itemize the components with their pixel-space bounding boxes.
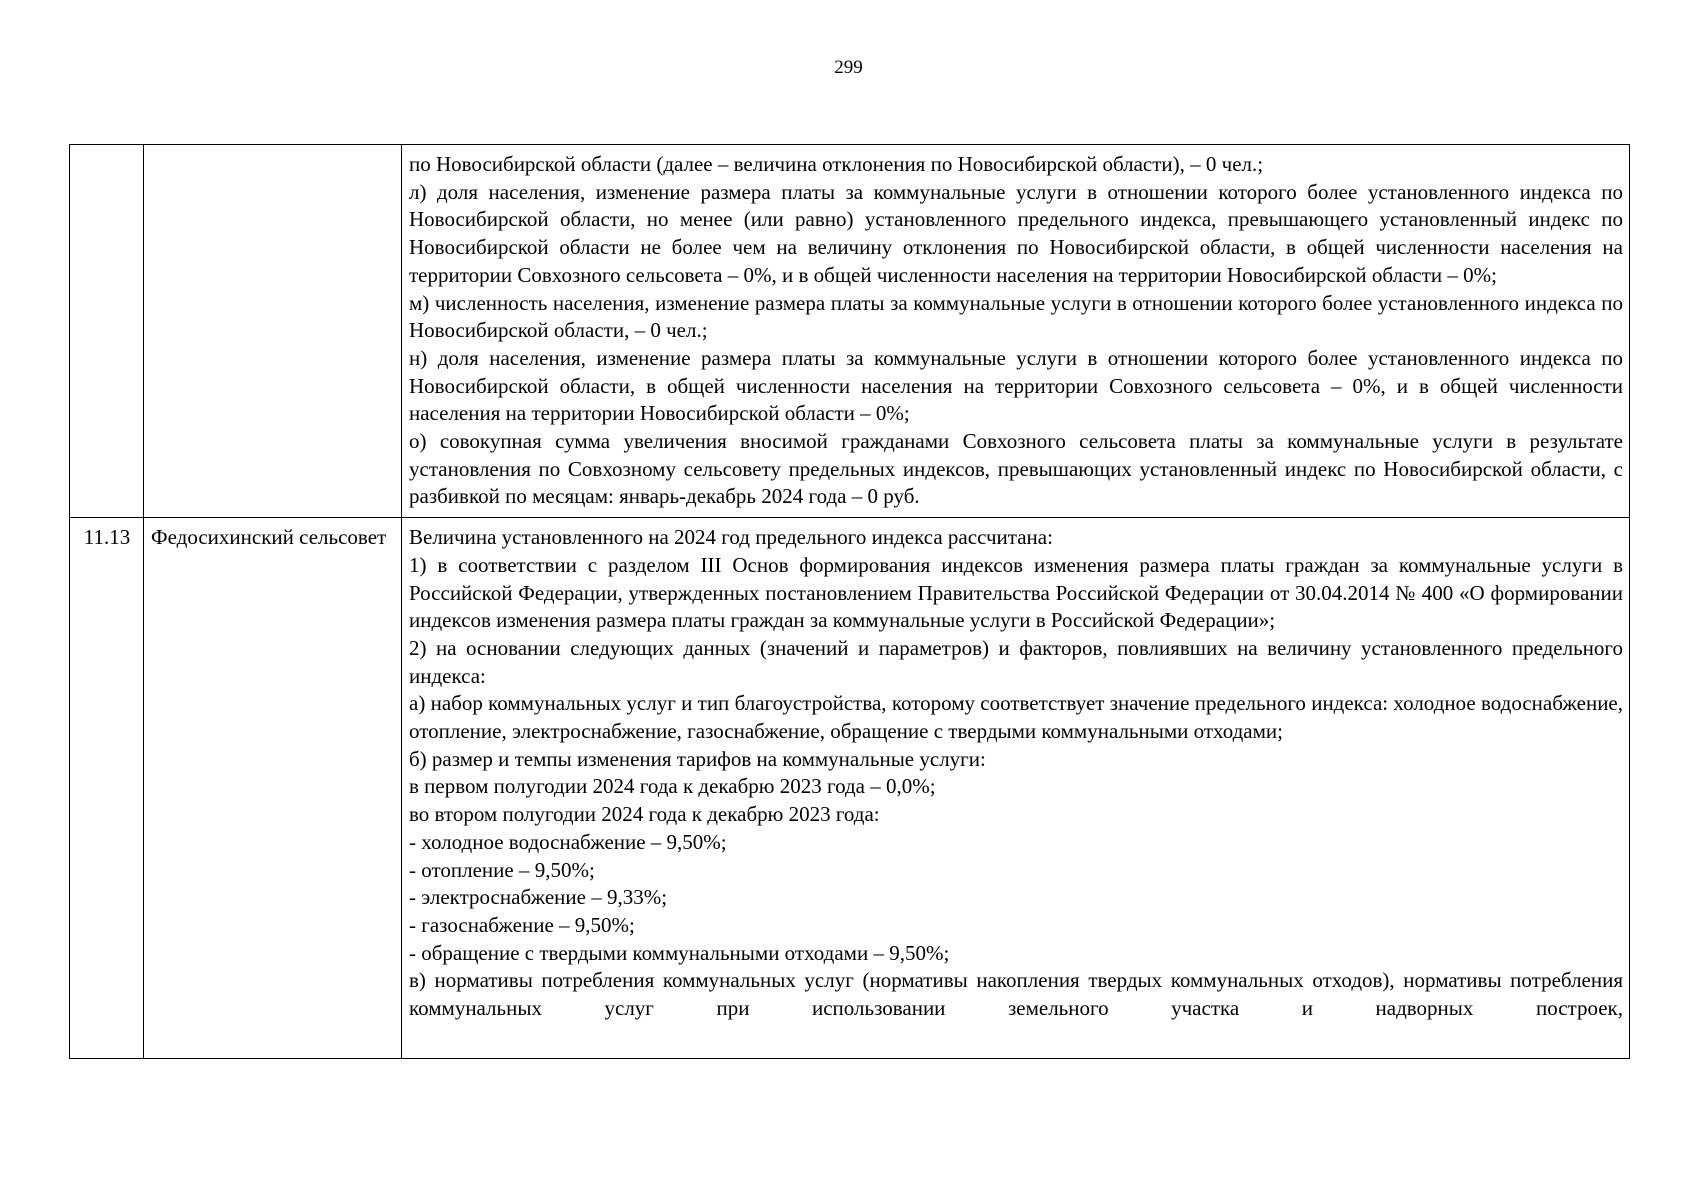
paragraph: л) доля населения, изменение размера платы за коммунальные услуги в отношении которого более установленного индекса по Новосибирской области, но менее (или равно) установленного предельного индекса, превышающего установленный индекс по Новосибирской области не более чем на величину отклонения по Новосибирской области, в общей численности населения на территории Совхозного сельсовета – 0%, и в общей численности населения на территории Новосибирской области – 0%; <box>409 179 1623 287</box>
paragraph: в первом полугодии 2024 года к декабрю 2023 года – 0,0%; <box>409 774 936 799</box>
table-row <box>70 518 1630 1059</box>
row-text <box>402 518 1630 1059</box>
paragraph: - холодное водоснабжение – 9,50%; <box>409 829 727 854</box>
paragraph: - электроснабжение – 9,33%; <box>409 885 668 910</box>
document-table <box>69 144 1630 1059</box>
row-text <box>402 145 1630 518</box>
paragraph: - газоснабжение – 9,50%; <box>409 912 635 937</box>
paragraph: по Новосибирской области (далее – величина отклонения по Новосибирской области), – 0 чел.; <box>409 152 1264 176</box>
paragraph: б) размер и темпы изменения тарифов на коммунальные услуги: <box>409 746 986 771</box>
paragraph: в) нормативы потребления коммунальных услуг (нормативы накопления твердых коммунальных отходов), нормативы потребления коммунальных услуг при использовании земельного участка и надворных построек, <box>409 968 1623 1021</box>
page-number: 299 <box>834 57 863 78</box>
paragraph: 2) на основании следующих данных (значений и параметров) и факторов, повлиявших на величину установленного предельного индекса: <box>409 635 1623 688</box>
row-name <box>144 145 402 518</box>
paragraph: во втором полугодии 2024 года к декабрю 2023 года: <box>409 802 880 827</box>
row-number <box>70 145 144 518</box>
paragraph: - обращение с твердыми коммунальными отходами – 9,50%; <box>409 940 950 965</box>
paragraph: - отопление – 9,50%; <box>409 857 595 882</box>
paragraph: Величина установленного на 2024 год предельного индекса рассчитана: <box>409 525 1053 550</box>
paragraph: а) набор коммунальных услуг и тип благоустройства, которому соответствует значение предельного индекса: холодное водоснабжение, отопление, электроснабжение, газоснабжение, обращение с твердыми коммунальными отходами; <box>409 691 1623 744</box>
paragraph: м) численность населения, изменение размера платы за коммунальные услуги в отношении которого более установленного индекса по Новосибирской области, – 0 чел.; <box>409 290 1623 343</box>
paragraph: 1) в соответствии с разделом III Основ формирования индексов изменения размера платы граждан за коммунальные услуги в Российской Федерации, утвержденных постановлением Правительства Российской Федерации от 30.04.2014 № 400 «О формировании индексов изменения размера платы граждан за коммунальные услуги в Российской Федерации»; <box>409 552 1623 633</box>
paragraph: н) доля населения, изменение размера платы за коммунальные услуги в отношении которого более установленного индекса по Новосибирской области, в общей численности населения на территории Совхозного сельсовета – 0%, и в общей численности населения на территории Новосибирской области – 0%; <box>409 345 1623 426</box>
row-name: Федосихинский сельсовет <box>144 518 402 1059</box>
paragraph: о) совокупная сумма увеличения вносимой гражданами Совхозного сельсовета платы за коммунальные услуги в результате установления по Совхозному сельсовету предельных индексов, превышающих установленный индекс по Новосибирской области, с разбивкой по месяцам: январь-декабрь 2024 года – 0 руб. <box>409 429 1623 509</box>
row-number: 11.13 <box>70 518 144 1059</box>
table-row <box>70 145 1630 518</box>
